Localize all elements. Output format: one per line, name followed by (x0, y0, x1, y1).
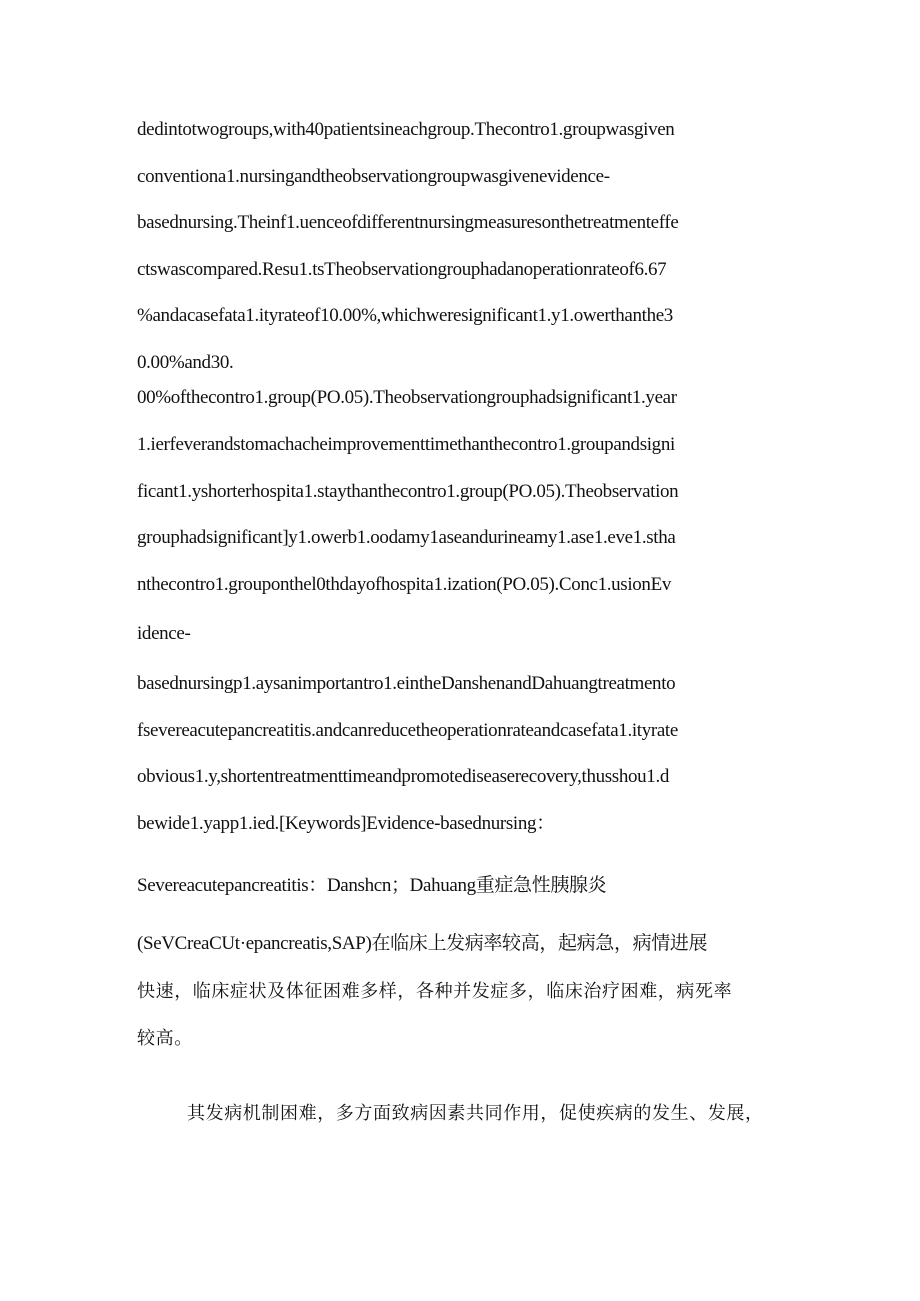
abstract-line: obvious1.y,shortentreatmenttimeandpromotediseaserecovery,thusshou1.d (137, 766, 669, 787)
abstract-line: basednursing.Theinf1.uenceofdifferentnursingmeasuresonthetreatmenteffe (137, 212, 679, 233)
abstract-line: basednursingp1.aysanimportantro1.eintheDanshenandDahuangtreatmento (137, 673, 676, 694)
abstract-line: conventiona1.nursingandtheobservationgroupwasgivenevidence- (137, 166, 610, 187)
body-text-line: 快速，临床症状及体征困难多样，各种并发症多，临床治疗困难，病死率 (137, 981, 733, 1002)
keywords-line: Severeacutepancreatitis：Danshcn；Dahuang重症急性胰腺炎 (137, 875, 607, 896)
abstract-line: 00%ofthecontro1.group(PO.05).Theobservationgrouphadsignificant1.year (137, 387, 677, 408)
abstract-line: 0.00%and30. (137, 352, 234, 373)
abstract-line: dedintotwogroups,with40patientsineachgroup.Thecontro1.groupwasgiven (137, 119, 675, 140)
abstract-line: grouphadsignificant]y1.owerb1.oodamy1aseandurineamy1.ase1.eve1.stha (137, 527, 676, 548)
keywords-line: bewide1.yapp1.ied.[Keywords]Evidence-basednursing： (137, 813, 555, 834)
abstract-line: nthecontro1.grouponthel0thdayofhospita1.ization(PO.05).Conc1.usionEv (137, 574, 671, 595)
abstract-line: ctswascompared.Resu1.tsTheobservationgrouphadanoperationrateof6.67 (137, 259, 667, 280)
body-text-line: (SeVCreaCUt·epancreatis,SAP)在临床上发病率较高，起病急，病情进展 (137, 933, 708, 954)
abstract-line: idence- (137, 623, 191, 644)
paragraph-2-line: 其发病机制困难，多方面致病因素共同作用，促使疾病的发生、发展， (187, 1103, 764, 1124)
abstract-line: ficant1.yshorterhospita1.staythanthecontro1.group(PO.05).Theobservation (137, 481, 679, 502)
abstract-line: fsevereacutepancreatitis.andcanreducetheoperationrateandcasefata1.ityrate (137, 720, 678, 741)
body-text-line: 较高。 (137, 1028, 193, 1049)
abstract-line: 1.ierfeverandstomachacheimprovementtimethanthecontro1.groupandsigni (137, 434, 675, 455)
abstract-line: %andacasefata1.ityrateof10.00%,whichweresignificant1.y1.owerthanthe3 (137, 305, 673, 326)
